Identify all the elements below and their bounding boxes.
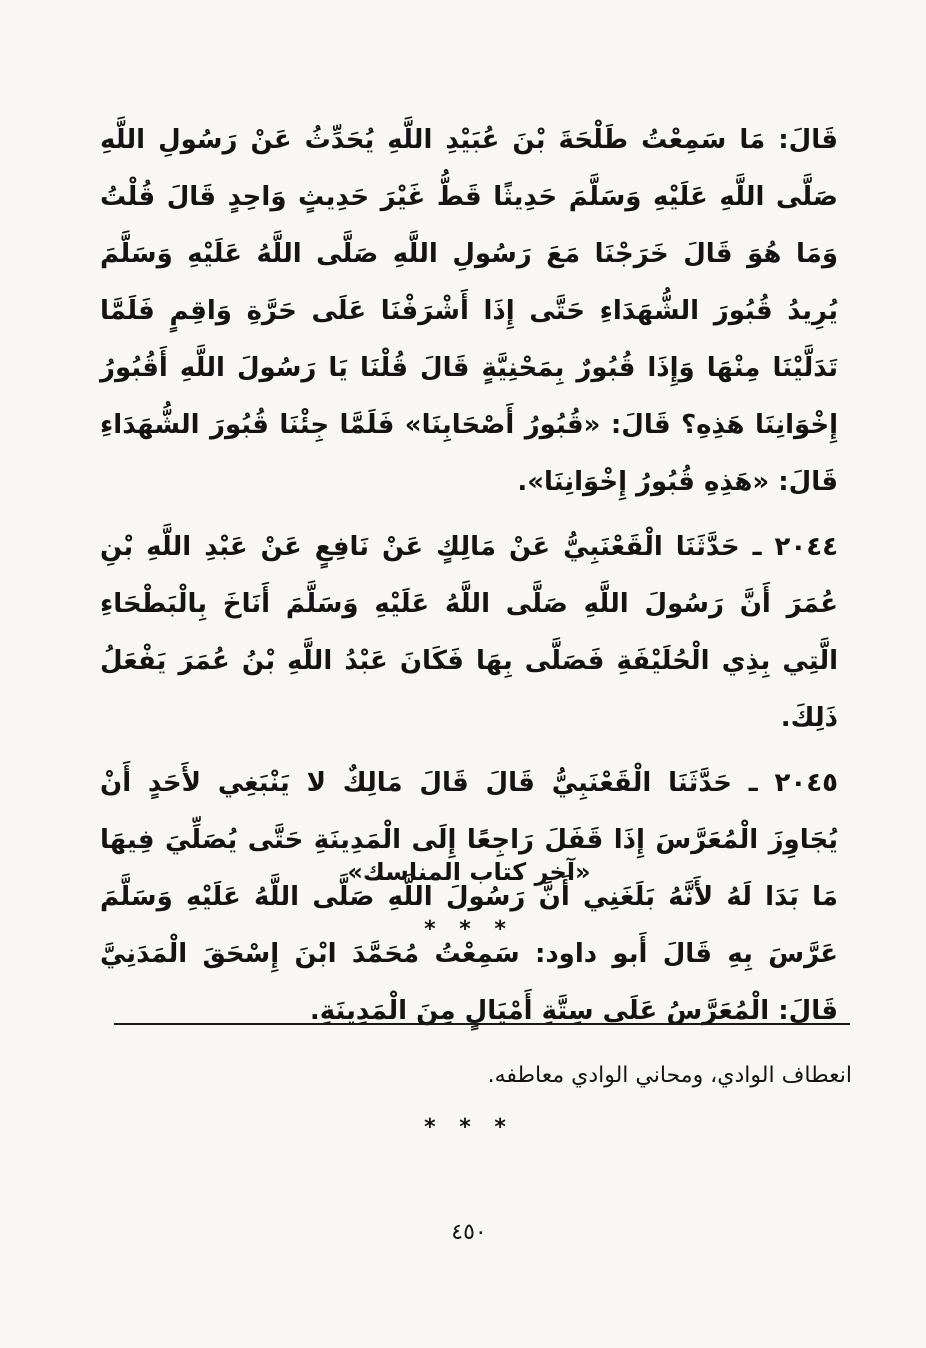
section-separator: * * * xyxy=(424,917,514,942)
main-text-block xyxy=(100,112,838,1048)
hadith-2044-paragraph: ٢٠٤٤ ـ حَدَّثَنَا الْقَعْنَبِيُّ عَنْ مَالِكٍ عَنْ نَافِعٍ عَنْ عَبْدِ اللَّهِ بْنِ عُمَرَ أَنَّ رَسُولَ اللَّهِ صَلَّى اللَّهُ عَلَيْهِ وَسَلَّمَ أَنَاخَ بِالْبَطْحَاءِ الَّتِي بِذِي الْحُلَيْفَةِ فَصَلَّى بِهَا فَكَانَ عَبْدُ اللَّهِ بْنُ عُمَرَ يَفْعَلُ ذَلِكَ. xyxy=(100,532,838,733)
page-number: ٤٥٠ xyxy=(451,1220,487,1245)
hadith-2045-paragraph: ٢٠٤٥ ـ حَدَّثَنَا الْقَعْنَبِيُّ قَالَ قَالَ مَالِكٌ لا يَنْبَغِي لأَحَدٍ أَنْ يُجَاوِزَ الْمُعَرَّسَ إِذَا قَفَلَ رَاجِعًا إِلَى الْمَدِينَةِ حَتَّى يُصَلِّيَ فِيهَا مَا بَدَا لَهُ لأَنَّهُ بَلَغَنِي أَنَّ رَسُولَ اللَّهِ صَلَّى اللَّهُ عَلَيْهِ وَسَلَّمَ عَرَّسَ بِهِ قَالَ أَبو داود: سَمِعْتُ مُحَمَّدَ ابْنَ إِسْحَقَ الْمَدَنِيَّ قَالَ: الْمُعَرَّسُ عَلَى سِتَّةِ أَمْيَالٍ مِنَ الْمَدِينَةِ. xyxy=(100,768,838,1026)
footnote-separator: * * * xyxy=(424,1115,514,1140)
footnote-divider xyxy=(114,1023,850,1025)
book-end-heading: «آخر كتاب المناسك» xyxy=(347,858,591,886)
hadith-continuation-paragraph: قَالَ: مَا سَمِعْتُ طَلْحَةَ بْنَ عُبَيْدِ اللَّهِ يُحَدِّثُ عَنْ رَسُولِ اللَّهِ صَلَّى اللَّهِ عَلَيْهِ وَسَلَّمَ حَدِيثًا قَطُّ غَيْرَ حَدِيثٍ وَاحِدٍ قَالَ قُلْتُ وَمَا هُوَ قَالَ خَرَجْنَا مَعَ رَسُولِ اللَّهِ صَلَّى اللَّهُ عَلَيْهِ وَسَلَّمَ يُرِيدُ قُبُورَ الشُّهَدَاءِ حَتَّى إِذَا أَشْرَفْنَا عَلَى حَرَّةِ وَاقِمٍ فَلَمَّا تَدَلَّيْنَا مِنْهَا وَإِذَا قُبُورٌ بِمَحْنِيَّةٍ قَالَ قُلْنَا يَا رَسُولَ اللَّهِ أَقُبُورُ إِخْوَانِنَا هَذِهِ؟ قَالَ: «قُبُورُ أَصْحَابِنَا» فَلَمَّا جِئْنَا قُبُورَ الشُّهَدَاءِ قَالَ: «هَذِهِ قُبُورُ إِخْوَانِنَا». xyxy=(100,125,838,497)
footnote-text: انعطاف الوادي، ومحاني الوادي معاطفه. xyxy=(487,1063,852,1088)
